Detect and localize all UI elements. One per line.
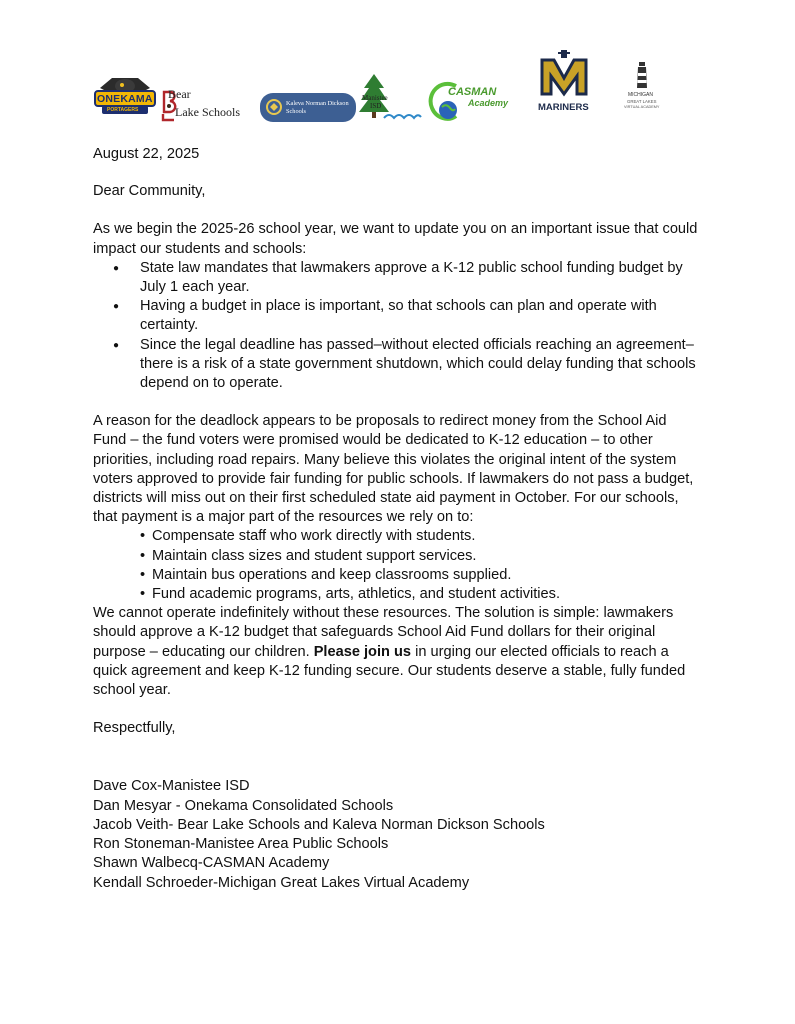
mariners-name: MARINERS (538, 102, 589, 113)
intro-paragraph: As we begin the 2025-26 school year, we want to update you on an important issue that could impact our students and schools: (93, 221, 698, 257)
call-to-action-paragraph (93, 604, 703, 700)
letter-body (93, 145, 703, 893)
signatory: Jacob Veith- Bear Lake Schools and Kaleva Norman Dickson Schools (93, 816, 545, 833)
resource-item: • Compensate staff who work directly with students. (93, 527, 703, 546)
onekama-name: ONEKAMA (97, 93, 153, 105)
manistee-isd-line2: ISD (370, 102, 382, 110)
signatories (93, 777, 703, 892)
signatory: Dave Cox-Manistee ISD (93, 778, 250, 795)
mglva-line2: GREAT LAKES (627, 99, 657, 104)
manistee-isd-logo (358, 72, 422, 122)
kaleva-line2: Schools (286, 108, 306, 115)
cta-bold-text: Please join us (313, 643, 412, 660)
letter-date: August 22, 2025 (93, 146, 200, 162)
bear-lake-line2: Lake Schools (175, 105, 240, 119)
bear-lake-logo (160, 88, 250, 122)
signatory: Ron Stoneman-Manistee Area Public Schools (93, 836, 389, 853)
onekama-logo (94, 74, 156, 118)
signatory: Kendall Schroeder-Michigan Great Lakes Virtual Academy (93, 874, 470, 891)
mariners-logo (536, 50, 592, 116)
resource-item: • Maintain bus operations and keep classrooms supplied. (93, 566, 703, 585)
mglva-line3: VIRTUAL ACADEMY (624, 105, 660, 109)
bear-lake-line1: Bear (168, 87, 191, 101)
resource-item: • Fund academic programs, arts, athletics, and student activities. (93, 585, 703, 604)
casman-name: CASMAN (448, 86, 497, 98)
kaleva-logo (260, 93, 356, 122)
cta-text-after: in urging our elected officials to reach a quick agreement and keep K-12 funding secure. Our students deserve a stable, fully funded school year. (93, 643, 686, 699)
casman-logo (426, 80, 518, 122)
signatory: Shawn Walbecq-CASMAN Academy (93, 855, 330, 872)
issue-bullet: ● State law mandates that lawmakers approve a K-12 public school funding budget by July 1 each year. (93, 259, 703, 297)
mariners-m-icon (536, 50, 592, 100)
logo-strip (92, 56, 712, 128)
mglva-logo (624, 61, 660, 117)
resource-item: • Maintain class sizes and student support services. (93, 547, 703, 566)
manistee-isd-line1: Manistee (362, 94, 388, 102)
issue-bullet-list (93, 259, 703, 393)
issue-bullet: ● Having a budget in place is important, so that schools can plan and operate with certainty. (93, 297, 703, 335)
salutation: Dear Community, (93, 183, 206, 200)
mglva-line1: MICHIGAN (628, 92, 653, 98)
kaleva-line1: Kaleva Norman Dickson (286, 100, 349, 107)
kaleva-badge-icon (260, 93, 356, 122)
resources-list (93, 527, 703, 604)
deadlock-paragraph: A reason for the deadlock appears to be proposals to redirect money from the School Aid Fund – the fund voters were promised would be dedicated to K-12 education – to other priorities, including road repairs. Many believe this violates the original intent of the system voters approved to provide fair funding for public schools. If lawmakers do not pass a budget, districts will miss out on their first scheduled state aid payment in October. For our schools, that payment is a major part of the resources we rely on to: (93, 413, 694, 526)
casman-sub: Academy (468, 98, 509, 108)
issue-bullet: ● Since the legal deadline has passed–without elected officials reaching an agreement–there is a risk of a state government shutdown, which could delay funding that schools depend on to operate. (93, 336, 703, 394)
mariners-letter (536, 50, 537, 51)
closing: Respectfully, (93, 720, 176, 737)
onekama-sub: PORTAGERS (107, 107, 139, 113)
lighthouse-icon (624, 61, 660, 91)
cta-text-before: We cannot operate indefinitely without these resources. The solution is simple: lawmakers should approve a K-12 budget that safeguards School Aid Fund dollars for their original purpose – educating our children. (93, 605, 674, 660)
signatory: Dan Mesyar - Onekama Consolidated Schools (93, 797, 394, 814)
